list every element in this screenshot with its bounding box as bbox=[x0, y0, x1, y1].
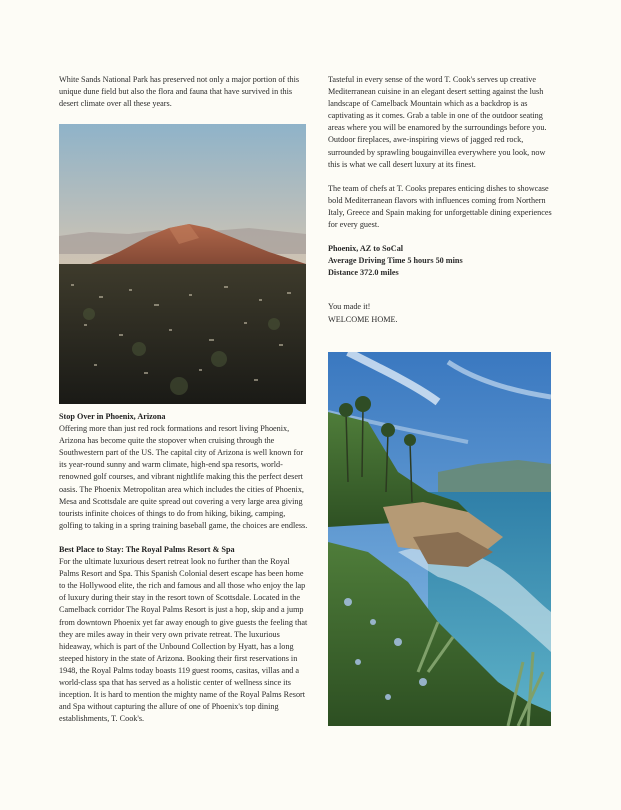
coastal-cove-photo bbox=[328, 352, 551, 726]
tcooks-paragraph: Tasteful in every sense of the word T. Cook's serves up creative Mediterranean cuisine in an elegant desert setting against the lush landscape of Camelback Mountain which as a backdrop is as captivating as it comes. Grab a table in one of the outdoor seating areas where you will be enamored by the surroundings before you. Outdoor fireplaces, awe-inspiring views of jagged red rock, surrounded by sprawling bougainvillea everywhere you look, now this is what we call desert luxury at its finest. bbox=[328, 75, 547, 169]
royal-palms-heading: Best Place to Stay: The Royal Palms Resort & Spa bbox=[59, 544, 235, 554]
intro-paragraph: White Sands National Park has preserved not only a major portion of this unique dune field but also the flora and fauna that have survived in this desert climate over all these years. bbox=[59, 75, 300, 109]
phoenix-section-heading: Stop Over in Phoenix, Arizona bbox=[59, 412, 166, 421]
driving-time: Average Driving Time 5 hours 50 mins bbox=[328, 256, 463, 266]
left-column-articles bbox=[59, 411, 309, 725]
route-title: Phoenix, AZ to SoCal bbox=[328, 244, 404, 254]
right-column bbox=[328, 74, 552, 326]
phoenix-mountain-image bbox=[59, 124, 306, 404]
chefs-paragraph: The team of chefs at T. Cooks prepares enticing dishes to showcase bold Mediterranean flavors with influences coming from Northern Italy, Greece and Spain making for unforgettable dining experiences for every guest. bbox=[328, 183, 552, 230]
section-gap bbox=[59, 532, 309, 544]
section-gap bbox=[328, 171, 552, 183]
distance: Distance 372.0 miles bbox=[328, 268, 399, 278]
phoenix-mountain-photo bbox=[59, 124, 306, 404]
closing-line-1: You made it! bbox=[328, 302, 371, 312]
section-gap bbox=[328, 279, 552, 301]
closing-line-2: WELCOME HOME. bbox=[328, 314, 398, 324]
section-gap bbox=[328, 231, 552, 243]
phoenix-section-body: Offering more than just red rock formations and resort living Phoenix, Arizona has become quite the stopover when cruising through the Southwestern part of the US. The capital city of Arizona is well known for its year-round sunny and warm climate, high-end spa resorts, world-renowned golf courses, and vibrant nightlife making this the perfect desert oasis. The Phoenix Metropolitan area which includes the cities of Phoenix, Mesa and Scottsdale are quite spread out covering a very large area giving tourists infinite choices of things to do from hiking, biking, camping, golfing to taking in a spring training baseball game, the choices are endless. bbox=[59, 424, 308, 530]
left-column-intro bbox=[59, 74, 307, 110]
coastal-cove-image bbox=[328, 352, 551, 726]
royal-palms-body: For the ultimate luxurious desert retreat look no further than the Royal Palms Resort and Spa. This Spanish Colonial desert escape has been home to the Hollywood elite, the rich and famous and all those who enjoy the lap of luxury during their stay in the resort town of Scottsdale. Located in the Camelback corridor The Royal Palms Resort is just a hop, skip and a jump from downtown Phoenix yet far away enough to give guests the feeling that they are miles away in their very own private retreat. The luxurious hideaway, which is part of the Unbound Collection by Hyatt, has a long steeped history in the state of Arizona. Booking their first reservations in 1948, the Royal Palms today boasts 119 guest rooms, casitas, villas and a world-class spa that has served as a holistic center of wellness since its inception. It is hard to mention the mighty name of the Royal Palms Resort and Spa without capturing the allure of one of Phoenix's top dining establishments, T. Cook's. bbox=[59, 557, 308, 724]
